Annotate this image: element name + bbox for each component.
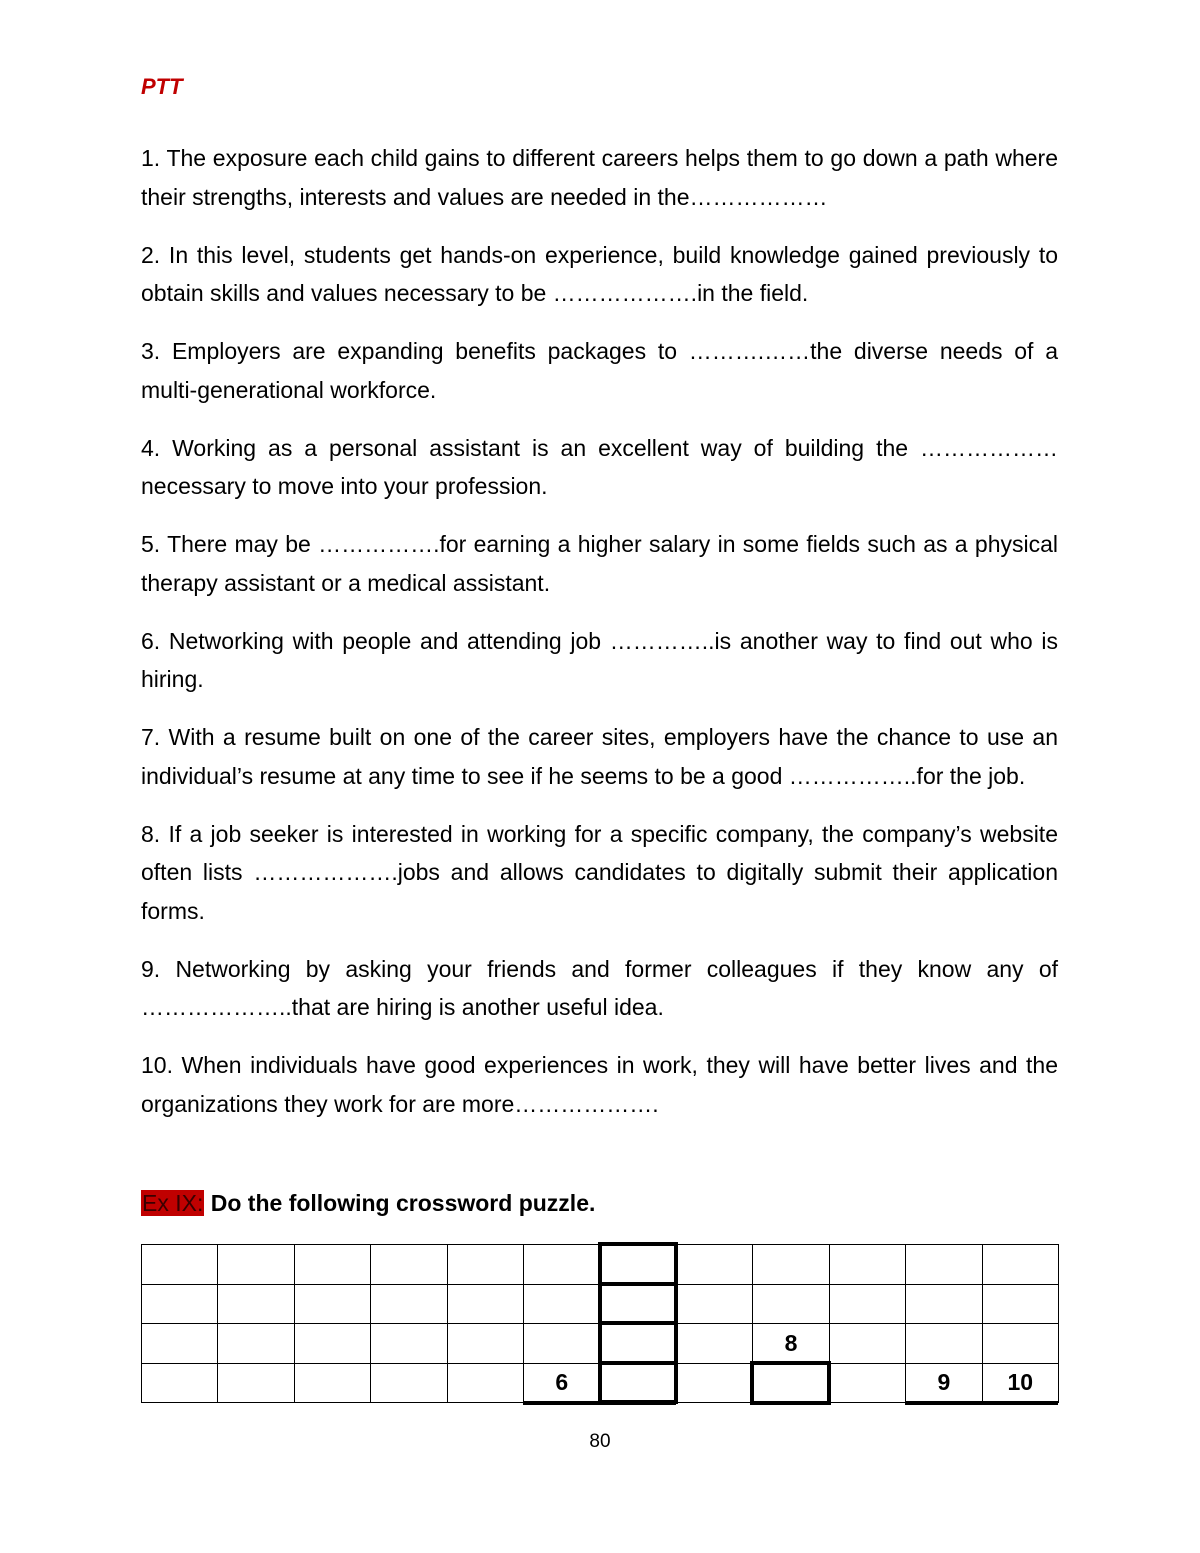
crossword-cell[interactable] — [523, 1323, 600, 1364]
crossword-cell[interactable] — [217, 1244, 294, 1285]
exercise-instruction: Do the following crossword puzzle. — [204, 1190, 596, 1216]
question-6: 6. Networking with people and attending job …………..is another way to find out who is hiring. — [141, 627, 1058, 692]
crossword-cell[interactable] — [294, 1244, 371, 1285]
question-4: 4. Working as a personal assistant is an excellent way of building the ………………necessary to move into your profession. — [141, 434, 1058, 499]
question-5: 5. There may be …………….for earning a higher salary in some fields such as a physical therapy assistant or a medical assistant. — [141, 531, 1058, 596]
crossword-cell[interactable] — [447, 1284, 524, 1325]
crossword-answer-border — [598, 1282, 678, 1286]
crossword-cell[interactable] — [752, 1323, 829, 1364]
crossword-answer-border — [750, 1401, 830, 1405]
crossword-cell[interactable] — [370, 1323, 447, 1364]
page-header-title: PTT — [141, 74, 183, 99]
crossword-answer-border — [750, 1361, 754, 1405]
crossword-cell[interactable] — [370, 1363, 447, 1404]
crossword-grid — [141, 1244, 1058, 1402]
crossword-answer-border — [905, 1401, 1058, 1405]
crossword-answer-border — [827, 1361, 831, 1405]
crossword-cell[interactable] — [982, 1363, 1059, 1404]
crossword-cell[interactable] — [905, 1244, 982, 1285]
crossword-cell[interactable] — [982, 1323, 1059, 1364]
crossword-cell[interactable] — [982, 1284, 1059, 1325]
exercise-heading — [141, 1187, 595, 1219]
question-3: 3. Employers are expanding benefits packages to ……….……the diverse needs of a multi-generational workforce. — [141, 338, 1058, 403]
crossword-cell[interactable] — [141, 1244, 218, 1285]
crossword-clue-number: 8 — [784, 1329, 798, 1356]
crossword-cell[interactable] — [447, 1363, 524, 1404]
crossword-cell[interactable] — [294, 1284, 371, 1325]
crossword-cell[interactable] — [905, 1363, 982, 1404]
crossword-cell[interactable] — [905, 1284, 982, 1325]
page-number: 80 — [589, 1431, 611, 1452]
crossword-cell[interactable] — [982, 1244, 1059, 1285]
crossword-answer-border — [750, 1361, 830, 1365]
question-7: 7. With a resume built on one of the career sites, employers have the chance to use an individual’s resume at any time to see if he seems to be a good ……………..for the job. — [141, 724, 1058, 789]
crossword-cell[interactable] — [676, 1323, 753, 1364]
crossword-answer-border — [598, 1361, 678, 1365]
crossword-cell[interactable] — [752, 1244, 829, 1285]
crossword-cell[interactable] — [752, 1363, 829, 1404]
crossword-cell[interactable] — [141, 1284, 218, 1325]
question-2: 2. In this level, students get hands-on experience, build knowledge gained previously to obtain skills and values necessary to be ……………….in the field. — [141, 241, 1058, 306]
crossword-cell[interactable] — [370, 1244, 447, 1285]
crossword-answer-border — [598, 1242, 678, 1246]
crossword-cell[interactable] — [676, 1363, 753, 1404]
crossword-cell[interactable] — [676, 1244, 753, 1285]
crossword-cell[interactable] — [600, 1323, 677, 1364]
crossword-cell[interactable] — [217, 1323, 294, 1364]
crossword-clue-number: 9 — [937, 1369, 951, 1396]
crossword-cell[interactable] — [294, 1323, 371, 1364]
question-10: 10. When individuals have good experiences in work, they will have better lives and the organizations they work for are more………………. — [141, 1052, 1058, 1117]
crossword-cell[interactable] — [829, 1323, 906, 1364]
question-1: 1. The exposure each child gains to different careers helps them to go down a path where their strengths, interests and values are needed in the……………… — [141, 145, 1058, 210]
crossword-cell[interactable] — [523, 1244, 600, 1285]
crossword-clue-number: 6 — [555, 1369, 569, 1396]
question-list — [141, 139, 1058, 1143]
crossword-cell[interactable] — [752, 1284, 829, 1325]
crossword-cell[interactable] — [523, 1363, 600, 1404]
crossword-cell[interactable] — [676, 1284, 753, 1325]
crossword-cell[interactable] — [600, 1284, 677, 1325]
crossword-cell[interactable] — [217, 1363, 294, 1404]
crossword-cell[interactable] — [294, 1363, 371, 1404]
crossword-answer-border — [598, 1321, 678, 1325]
crossword-answer-border — [523, 1401, 676, 1405]
crossword-cell[interactable] — [447, 1244, 524, 1285]
crossword-cell[interactable] — [829, 1284, 906, 1325]
crossword-cell[interactable] — [370, 1284, 447, 1325]
crossword-cell[interactable] — [905, 1323, 982, 1364]
crossword-cell[interactable] — [141, 1323, 218, 1364]
crossword-cell[interactable] — [523, 1284, 600, 1325]
crossword-cell[interactable] — [600, 1244, 677, 1285]
crossword-clue-number: 10 — [1007, 1369, 1034, 1396]
question-8: 8. If a job seeker is interested in working for a specific company, the company’s website often lists ……………….jobs and allows candidates to digitally submit their application forms. — [141, 820, 1058, 924]
crossword-cell[interactable] — [217, 1284, 294, 1325]
crossword-cell[interactable] — [447, 1323, 524, 1364]
crossword-cell[interactable] — [829, 1363, 906, 1404]
crossword-cell[interactable] — [141, 1363, 218, 1404]
question-9: 9. Networking by asking your friends and former colleagues if they know any of ………………..that are hiring is another useful idea. — [141, 955, 1058, 1020]
exercise-label: Ex IX: — [142, 1190, 204, 1216]
crossword-cell[interactable] — [829, 1244, 906, 1285]
crossword-cell[interactable] — [600, 1363, 677, 1404]
